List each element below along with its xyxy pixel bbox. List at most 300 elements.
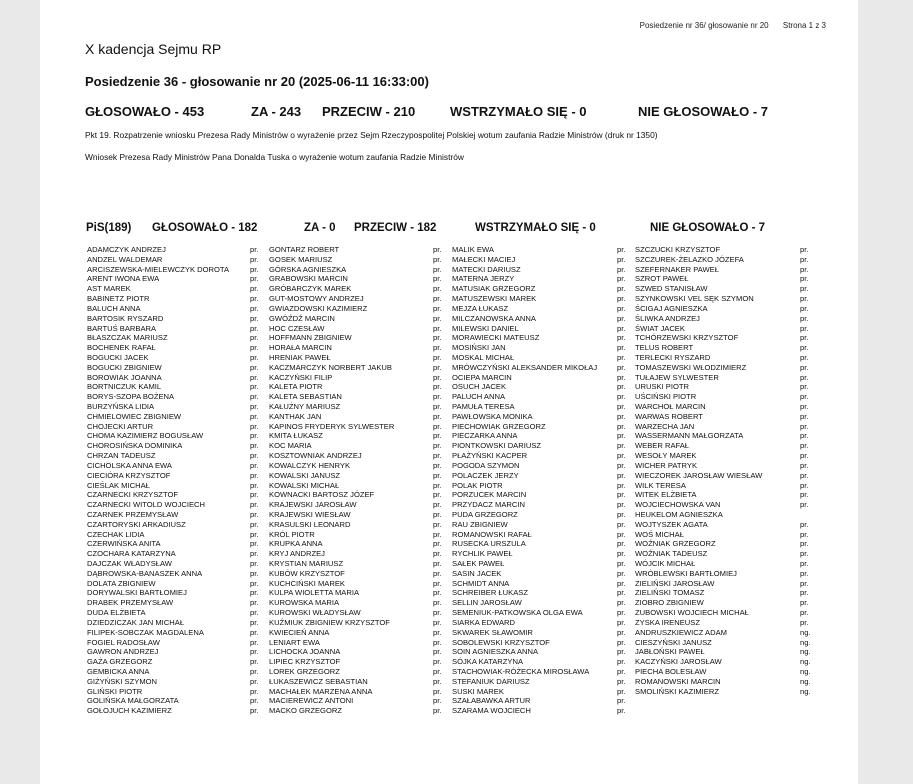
member-name: CHOJECKI ARTUR [87,421,154,431]
member-vote: pr. [433,333,442,343]
member-name: KUROWSKI WŁADYSŁAW [269,608,361,618]
member-name: WARCHOŁ MARCIN [635,402,706,411]
member-name: DĄBROWSKA-BANASZEK ANNA [87,568,203,578]
member-name: OCIEPA MARCIN [452,372,512,382]
member-name: KUROWSKA MARIA [269,598,340,608]
member-vote: pr. [617,676,626,686]
member-name: SELLIN JAROSŁAW [452,598,522,608]
member-name: HORAŁA MARCIN [269,343,332,353]
member-vote: pr. [800,352,809,362]
member-vote: pr. [250,696,259,706]
member-name: WOJCIECHOWSKA VAN [635,500,721,510]
member-vote: pr. [800,294,809,304]
member-name: GUT-MOSTOWY ANDRZEJ [269,294,364,304]
member-name: MOSKAL MICHAŁ [452,352,515,362]
member-vote: pr. [250,519,259,529]
member-name: OSUCH JACEK [452,382,507,392]
member-name: WITEK ELŻBIETA [635,490,697,500]
member-name: SZROT PAWEŁ [635,274,689,284]
member-vote: pr. [800,568,809,578]
member-vote: pr. [433,598,442,608]
total-voted: GŁOSOWAŁO - 453 [85,104,205,119]
member-name: CIEŚLAK MICHAŁ [87,480,150,490]
member-name: GLIŃSKI PIOTR [87,686,143,696]
member-vote: pr. [617,323,626,333]
member-name: KALETA SEBASTIAN [269,392,342,402]
member-name: FOGIEL RADOSŁAW [87,637,160,647]
member-vote: pr. [250,627,259,637]
member-name: WARWAS ROBERT [635,411,703,421]
member-name: HRENIAK PAWEŁ [269,352,331,362]
member-name: CHOROSIŃSKA DOMINIKA [87,441,183,451]
member-name: PIECZARKA ANNA [452,431,518,441]
member-vote: pr. [250,539,259,549]
member-name: SMOLIŃSKI KAZIMIERZ [635,686,719,696]
member-vote: pr. [800,519,809,529]
member-vote: pr. [617,549,626,559]
member-vote: ng. [800,666,811,676]
member-name: TERLECKI RYSZARD [635,352,711,362]
member-name: TOMASZEWSKI WŁODZIMIERZ [635,362,747,372]
member-name: KAPINOS FRYDERYK SYLWESTER [269,421,395,431]
member-name: RYCHLIK PAWEŁ [452,549,513,559]
member-name: SZEFERNAKER PAWEŁ [635,264,719,274]
member-vote: pr. [433,303,442,313]
member-name: WÓJCIK MICHAŁ [635,559,696,568]
member-vote: pr. [617,637,626,647]
member-name: SIARKA EDWARD [452,617,516,627]
member-vote: pr. [433,460,442,470]
member-vote: pr. [250,254,259,264]
member-name: PIECHA BOLESŁAW [635,666,707,676]
member-name: KACZYŃSKI FILIP [269,372,333,382]
member-name: MAŁECKI MACIEJ [452,254,516,264]
member-name: SÓJKA KATARZYNA [452,657,524,667]
member-vote: pr. [617,333,626,343]
member-name: MATUSZEWSKI MAREK [452,294,537,304]
member-vote: pr. [800,539,809,549]
member-vote: pr. [617,578,626,588]
member-vote: pr. [433,500,442,510]
member-vote: pr. [433,617,442,627]
member-vote: pr. [433,529,442,539]
member-vote: ng. [800,627,811,637]
member-vote: pr. [250,451,259,461]
member-name: BOROWIAK JOANNA [87,372,162,382]
member-vote: pr. [617,598,626,608]
member-vote: pr. [617,500,626,510]
member-vote: pr. [800,500,809,510]
member-name: SZAŁABAWKA ARTUR [452,696,531,706]
member-vote: pr. [250,343,259,353]
member-name: SZYNKOWSKI VEL SĘK SZYMON [635,294,754,304]
member-vote: pr. [617,539,626,549]
member-name: TELUS ROBERT [635,343,694,353]
member-vote: pr. [800,284,809,294]
member-name: WICHER PATRYK [635,460,698,470]
member-name: GRABOWSKI MARCIN [269,274,348,284]
member-vote: pr. [617,627,626,637]
member-vote: pr. [433,647,442,657]
member-name: WOŹNIAK GRZEGORZ [635,539,716,549]
member-vote: pr. [800,451,809,461]
member-name: DOLATA ZBIGNIEW [87,578,156,588]
member-name: MATERNA JERZY [452,274,515,284]
member-name: MACIEREWICZ ANTONI [269,696,354,706]
member-name: ZIOBRO ZBIGNIEW [635,598,704,608]
member-name: SZWED STANISŁAW [635,284,708,294]
member-name: PIONTKOWSKI DARIUSZ [452,441,542,451]
member-vote: pr. [433,588,442,598]
member-name: HOC CZESŁAW [269,323,325,333]
member-name: MATECKI DARIUSZ [452,264,521,274]
member-vote: pr. [617,617,626,627]
member-vote: pr. [250,559,259,568]
member-vote: ng. [800,657,811,667]
member-vote: pr. [800,372,809,382]
member-vote: ng. [800,676,811,686]
member-vote: pr. [433,431,442,441]
member-name: KOC MARIA [269,441,312,451]
member-vote: pr. [800,274,809,284]
member-name: DZIEDZICZAK JAN MICHAŁ [87,617,185,627]
member-vote: pr. [250,588,259,598]
member-name: ANDZEL WALDEMAR [87,254,163,264]
member-vote: pr. [800,402,809,411]
member-name: LENIART EWA [269,637,320,647]
member-vote: pr. [250,568,259,578]
member-vote: pr. [800,608,809,618]
member-name: ZIELIŃSKI JAROSŁAW [635,578,715,588]
member-vote: pr. [617,402,626,411]
member-name: KUŹMIUK ZBIGNIEW KRZYSZTOF [269,617,390,627]
member-vote: pr. [617,480,626,490]
member-vote: pr. [617,568,626,578]
member-vote: pr. [433,666,442,676]
document-page [40,0,858,784]
member-name: MORAWIECKI MATEUSZ [452,333,540,343]
member-vote: pr. [433,294,442,304]
member-name: URUSKI PIOTR [635,382,690,392]
member-name: MACKO GRZEGORZ [269,706,342,716]
member-name: WEBER RAFAŁ [635,441,690,451]
member-vote: pr. [250,490,259,500]
member-name: KAŁUŻNY MARIUSZ [269,402,341,411]
member-name: PORZUCEK MARCIN [452,490,527,500]
member-name: DRABEK PRZEMYSŁAW [87,598,174,608]
member-vote: ng. [800,637,811,647]
member-vote: pr. [617,696,626,706]
member-name: ROMANOWSKI RAFAŁ [452,529,532,539]
member-name: BARTUŚ BARBARA [87,323,157,333]
member-vote: pr. [433,313,442,323]
member-vote: pr. [800,392,809,402]
member-name: MACHAŁEK MARZENA ANNA [269,686,373,696]
member-name: KRAJEWSKI JAROSŁAW [269,500,357,510]
member-name: MOSIŃSKI JAN [452,343,506,353]
member-vote: pr. [250,637,259,647]
member-vote: pr. [617,559,626,568]
member-vote: pr. [617,706,626,716]
member-vote: pr. [800,460,809,470]
vote-totals [85,104,845,120]
member-vote: pr. [250,402,259,411]
member-name: BORTNICZUK KAMIL [87,382,162,392]
motion-description: Wniosek Prezesa Rady Ministrów Pana Donalda Tuska o wyrażenie wotum zaufania Radzie Ministrów [85,152,464,162]
member-name: BŁASZCZAK MARIUSZ [87,333,168,343]
member-vote: pr. [433,352,442,362]
member-vote: pr. [250,666,259,676]
member-vote: ng. [800,647,811,657]
member-vote: pr. [433,411,442,421]
member-vote: pr. [800,490,809,500]
member-vote: pr. [250,480,259,490]
member-vote: pr. [433,578,442,588]
member-vote: pr. [433,549,442,559]
member-name: WESOŁY MAREK [635,451,697,461]
member-name: MATUSIAK GRZEGORZ [452,284,536,294]
member-name: TUŁAJEW SYLWESTER [635,372,719,382]
member-name: GEMBICKA ANNA [87,666,150,676]
member-vote: pr. [617,343,626,353]
member-name: BALUCH ANNA [87,303,141,313]
member-vote: pr. [800,323,809,333]
member-name: KRYSTIAN MARIUSZ [269,559,344,568]
member-name: KRYJ ANDRZEJ [269,549,325,559]
member-vote: pr. [800,588,809,598]
member-vote: pr. [250,372,259,382]
member-vote: pr. [433,245,442,254]
member-name: RUSECKA URSZULA [452,539,526,549]
member-vote: pr. [250,509,259,519]
member-name: PIECHOWIAK GRZEGORZ [452,421,546,431]
member-vote: pr. [800,480,809,490]
member-vote: pr. [433,657,442,667]
member-vote: pr. [800,411,809,421]
member-vote: pr. [617,372,626,382]
agenda-item: Pkt 19. Rozpatrzenie wniosku Prezesa Rady Ministrów o wyrażenie przez Sejm Rzeczypospolitej Polskiej wotum zaufania Radzie Ministrów (druk nr 1350) [85,130,658,140]
member-vote: pr. [250,647,259,657]
member-name: KRASULSKI LEONARD [269,519,351,529]
member-name: ŚWIAT JACEK [635,323,685,333]
member-vote: pr. [433,284,442,294]
member-vote: pr. [617,264,626,274]
member-name: CZERWIŃSKA ANITA [87,539,161,549]
member-vote: pr. [250,313,259,323]
posiedzenie-title: Posiedzenie 36 - głosowanie nr 20 (2025-06-11 16:33:00) [85,74,429,89]
member-name: ROMANOWSKI MARCIN [635,676,721,686]
member-name: LICHOCKA JOANNA [269,647,341,657]
member-name: DUDA ELŻBIETA [87,608,146,618]
member-vote: pr. [433,254,442,264]
member-vote: pr. [250,500,259,510]
member-vote: pr. [250,706,259,716]
member-vote: pr. [250,470,259,480]
member-name: CHRZAN TADEUSZ [87,451,156,461]
member-vote: pr. [250,382,259,392]
member-vote: pr. [617,666,626,676]
member-vote: pr. [250,274,259,284]
club-for: ZA - 0 [304,222,336,234]
member-name: POLAK PIOTR [452,480,503,490]
member-vote: pr. [250,676,259,686]
member-name: GOŁOJUCH KAZIMIERZ [87,706,172,716]
member-vote: pr. [617,245,626,254]
member-vote: pr. [617,647,626,657]
member-vote: pr. [800,470,809,480]
member-vote: pr. [617,411,626,421]
member-name: BARTOSIK RYSZARD [87,313,164,323]
member-name: STACHOWIAK-RÓŻECKA MIROSŁAWA [452,666,590,676]
member-name: ZIELIŃSKI TOMASZ [635,588,705,598]
member-vote: pr. [250,392,259,402]
member-vote: pr. [800,617,809,627]
member-name: GOSEK MARIUSZ [269,254,333,264]
member-vote: pr. [800,559,809,568]
member-name: ZUBOWSKI WOJCIECH MICHAŁ [635,608,749,618]
member-name: HOFFMANN ZBIGNIEW [269,333,352,343]
member-name: KRAJEWSKI WIESŁAW [269,509,351,519]
member-name: KRÓL PIOTR [269,529,315,539]
member-vote: pr. [800,343,809,353]
member-vote: pr. [800,333,809,343]
member-name: BOGUCKI JACEK [87,352,149,362]
member-vote: pr. [617,431,626,441]
member-name: WOŹNIAK TADEUSZ [635,549,708,559]
member-vote: pr. [433,490,442,500]
member-name: KOWALCZYK HENRYK [269,460,351,470]
member-vote: pr. [433,539,442,549]
member-vote: pr. [800,431,809,441]
member-vote: pr. [250,617,259,627]
member-vote: pr. [250,245,259,254]
member-name: KMITA ŁUKASZ [269,431,323,441]
member-name: KOWALSKI MICHAŁ [269,480,340,490]
member-vote: pr. [617,460,626,470]
meeting-vote-ref: Posiedzenie nr 36/ głosowanie nr 20 [639,21,769,30]
member-name: LIPIEC KRZYSZTOF [269,657,341,667]
member-name: KUBÓW KRZYSZTOF [269,568,345,578]
member-name: KOWNACKI BARTOSZ JÓZEF [269,490,375,500]
member-vote: pr. [617,274,626,284]
member-vote: pr. [617,441,626,451]
member-vote: pr. [433,706,442,716]
member-vote: pr. [433,441,442,451]
member-vote: pr. [250,657,259,667]
member-name: GRÓBARCZYK MAREK [269,284,352,294]
member-vote: pr. [433,480,442,490]
member-vote: pr. [250,460,259,470]
member-vote: pr. [250,264,259,274]
member-name: LOREK GRZEGORZ [269,666,340,676]
member-name: KANTHAK JAN [269,411,322,421]
member-vote: pr. [800,421,809,431]
member-name: SUSKI MAREK [452,686,504,696]
member-vote: pr. [250,549,259,559]
member-name: CZARNECKI KRZYSZTOF [87,490,178,500]
member-name: MILEWSKI DANIEL [452,323,519,333]
member-vote: pr. [800,362,809,372]
member-name: PRZYDACZ MARCIN [452,500,525,510]
member-name: BORYS-SZOPA BOŻENA [87,392,175,402]
member-name: DORYWALSKI BARTŁOMIEJ [87,588,187,598]
total-for: ZA - 243 [251,104,302,119]
member-vote: pr. [433,559,442,568]
member-vote: pr. [800,529,809,539]
member-vote: pr. [433,402,442,411]
member-name: ADAMCZYK ANDRZEJ [87,245,166,254]
member-name: FILIPEK-SOBCZAK MAGDALENA [87,627,204,637]
member-vote: pr. [617,490,626,500]
member-name: WARZECHA JAN [635,421,695,431]
member-name: MRÓWCZYŃSKI ALEKSANDER MIKOŁAJ [452,362,598,372]
member-name: SZCZUCKI KRZYSZTOF [635,245,721,254]
member-vote: pr. [250,303,259,313]
member-vote: pr. [250,333,259,343]
kadencja-title: X kadencja Sejmu RP [85,41,222,57]
member-name: MALIK EWA [452,245,494,254]
member-name: GIŻYŃSKI SZYMON [87,676,158,686]
member-name: SASIN JACEK [452,568,502,578]
member-name: ARCISZEWSKA-MIELEWCZYK DOROTA [87,264,230,274]
member-vote: pr. [433,362,442,372]
member-vote: pr. [433,509,442,519]
member-name: GONTARZ ROBERT [269,245,340,254]
member-vote: pr. [800,313,809,323]
member-name: ŚLIWKA ANDRZEJ [635,313,700,323]
member-name: CZECHAK LIDIA [87,529,145,539]
member-vote: pr. [617,509,626,519]
member-name: PUDA GRZEGORZ [452,509,518,519]
member-vote: pr. [250,598,259,608]
member-vote: pr. [617,254,626,264]
member-vote: pr. [433,686,442,696]
member-name: ZYSKA IRENEUSZ [635,617,700,627]
member-vote: pr. [250,362,259,372]
member-name: MEJZA ŁUKASZ [452,303,509,313]
member-name: SOIN AGNIESZKA ANNA [452,647,539,657]
member-vote: pr. [433,608,442,618]
club-against: PRZECIW - 182 [354,222,437,234]
member-vote: pr. [617,284,626,294]
member-vote: pr. [433,451,442,461]
member-vote: pr. [617,588,626,598]
member-vote: pr. [250,441,259,451]
member-name: GWIAZDOWSKI KAZIMIERZ [269,303,368,313]
member-name: TCHÓRZEWSKI KRZYSZTOF [635,333,739,343]
member-vote: pr. [250,352,259,362]
member-name: KUCHCIŃSKI MAREK [269,578,345,588]
member-name: PAWŁOWSKA MONIKA [452,411,533,421]
member-name: WOŚ MICHAŁ [635,529,684,539]
member-name: KALETA PIOTR [269,382,323,392]
member-name: SAŁEK PAWEŁ [452,559,505,568]
member-vote: pr. [433,519,442,529]
member-name: KACZYŃSKI JAROSŁAW [635,657,722,667]
member-name: ARENT IWONA EWA [87,274,160,284]
member-name: ŚCIGAJ AGNIESZKA [635,303,708,313]
member-vote: pr. [250,529,259,539]
member-name: SOBOLEWSKI KRZYSZTOF [452,637,550,647]
member-vote: pr. [433,323,442,333]
member-vote: pr. [800,549,809,559]
member-vote: pr. [617,470,626,480]
member-vote: pr. [617,294,626,304]
member-name: JABŁOŃSKI PAWEŁ [635,647,705,657]
member-vote: pr. [433,382,442,392]
member-name: WASSERMANN MAŁGORZATA [635,431,744,441]
member-vote: pr. [800,598,809,608]
